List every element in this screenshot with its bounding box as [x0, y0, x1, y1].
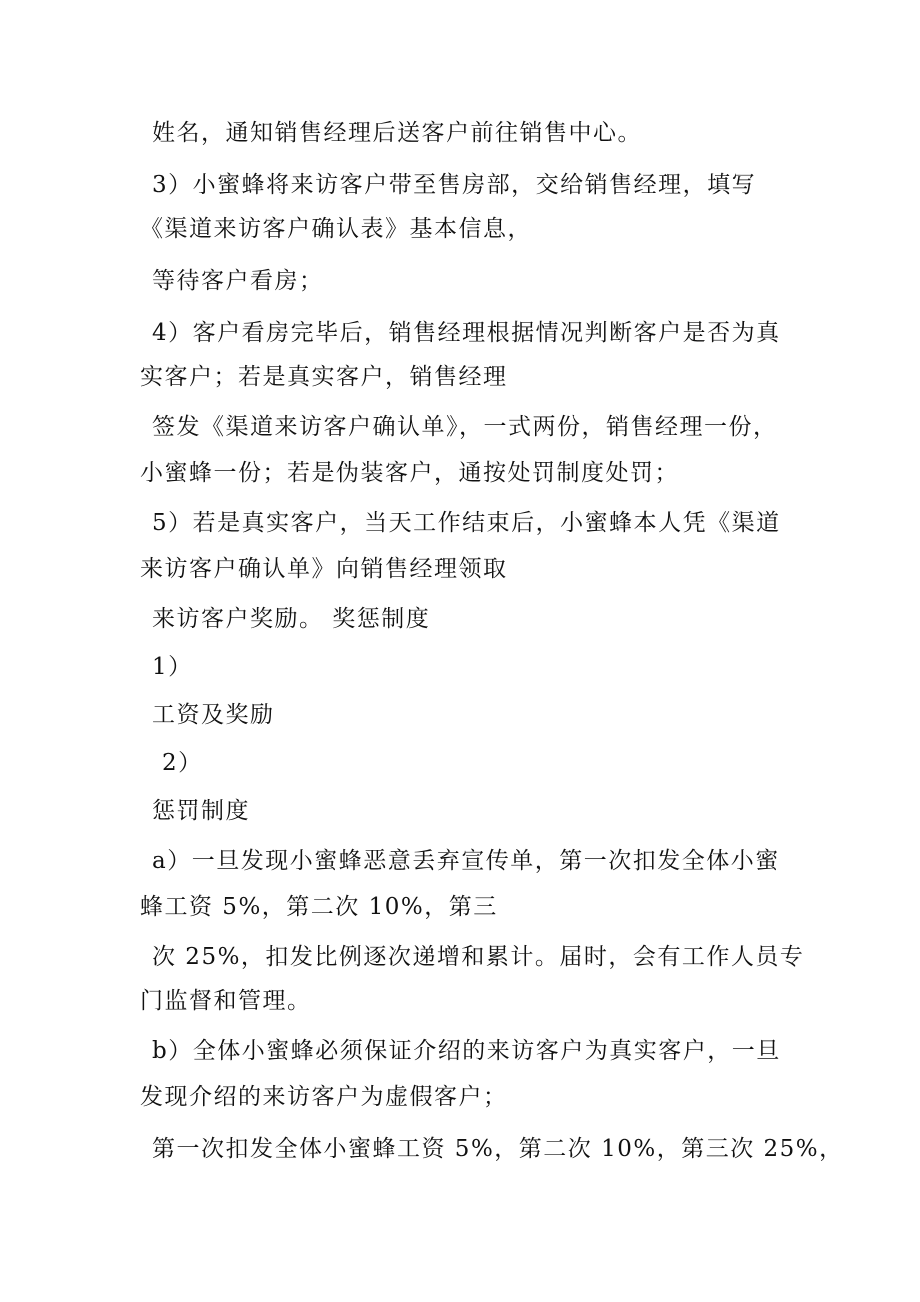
text-line: 惩罚制度 [152, 798, 250, 824]
text-line: 实客户；若是真实客户，销售经理 [140, 364, 508, 390]
text-line: 3）小蜜蜂将来访客户带至售房部，交给销售经理，填写 [152, 172, 757, 198]
text-line: 门监督和管理。 [140, 988, 312, 1014]
text-line: 4）客户看房完毕后，销售经理根据情况判断客户是否为真 [152, 320, 781, 346]
text-line: 《渠道来访客户确认表》基本信息， [140, 216, 532, 242]
text-line: 蜂工资 5%，第二次 10%，第三 [140, 894, 498, 920]
text-line: 来访客户奖励。 奖惩制度 [152, 606, 431, 632]
text-line: 工资及奖励 [152, 702, 275, 728]
text-line: 次 25%，扣发比例逐次递增和累计。届时，会有工作人员专 [152, 944, 805, 970]
text-line: 等待客户看房； [152, 268, 324, 294]
text-line: 姓名，通知销售经理后送客户前往销售中心。 [152, 120, 642, 146]
text-line: b）全体小蜜蜂必须保证介绍的来访客户为真实客户，一旦 [152, 1038, 781, 1064]
text-line: 来访客户确认单》向销售经理领取 [140, 556, 508, 582]
text-line: 2） [162, 750, 203, 776]
text-line: 第一次扣发全体小蜜蜂工资 5%，第二次 10%，第三次 25%， [152, 1136, 844, 1162]
text-line: 签发《渠道来访客户确认单》，一式两份，销售经理一份， [152, 414, 778, 440]
text-line: a）一旦发现小蜜蜂恶意丢弃宣传单，第一次扣发全体小蜜 [152, 848, 780, 874]
text-line: 发现介绍的来访客户为虚假客户； [140, 1084, 508, 1110]
text-line: 5）若是真实客户，当天工作结束后，小蜜蜂本人凭《渠道 [152, 510, 781, 536]
text-line: 小蜜蜂一份；若是伪装客户，通按处罚制度处罚； [140, 460, 679, 486]
text-line: 1） [152, 654, 193, 680]
